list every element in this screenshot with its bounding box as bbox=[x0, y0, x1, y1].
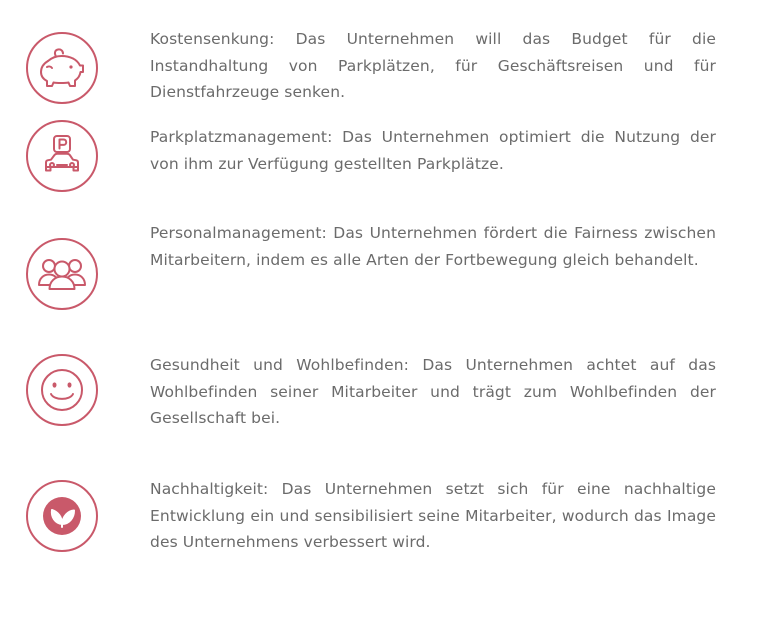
icon-container bbox=[20, 32, 104, 104]
list-item bbox=[0, 26, 771, 106]
list-item bbox=[0, 124, 771, 192]
benefit-text: Gesundheit und Wohlbefinden: Das Unternehmen achtet auf das Wohlbefinden seiner Mitarbeiter und trägt zum Wohlbefinden der Gesellschaft bei. bbox=[150, 355, 716, 428]
benefit-text: Kostensenkung: Das Unternehmen will das Budget für die Instandhaltung von Parkplätzen, für Geschäftsreisen und für Dienstfahrzeuge senken. bbox=[150, 30, 716, 102]
piggy-bank-icon bbox=[26, 32, 98, 104]
leaf-sustainability-icon bbox=[26, 480, 98, 552]
list-item bbox=[0, 220, 771, 310]
icon-container bbox=[20, 120, 104, 192]
benefit-text: Parkplatzmanagement: Das Unternehmen optimiert die Nutzung der von ihm zur Verfügung gestellten Parkplätze. bbox=[150, 127, 716, 173]
icon-container bbox=[20, 354, 104, 426]
list-item bbox=[0, 476, 771, 556]
icon-container bbox=[20, 480, 104, 552]
people-group-icon bbox=[26, 238, 98, 310]
smiley-face-icon bbox=[26, 354, 98, 426]
benefit-text: Personalmanagement: Das Unternehmen fördert die Fairness zwischen Mitarbeitern, indem es alle Arten der Fortbewegung gleich behandelt. bbox=[150, 223, 716, 269]
parking-car-icon bbox=[26, 120, 98, 192]
benefit-text: Nachhaltigkeit: Das Unternehmen setzt sich für eine nachhaltige Entwicklung ein und sensibilisiert seine Mitarbeiter, wodurch das Image des Unternehmens verbessert wird. bbox=[150, 479, 716, 552]
icon-container bbox=[20, 238, 104, 310]
list-item bbox=[0, 352, 771, 432]
